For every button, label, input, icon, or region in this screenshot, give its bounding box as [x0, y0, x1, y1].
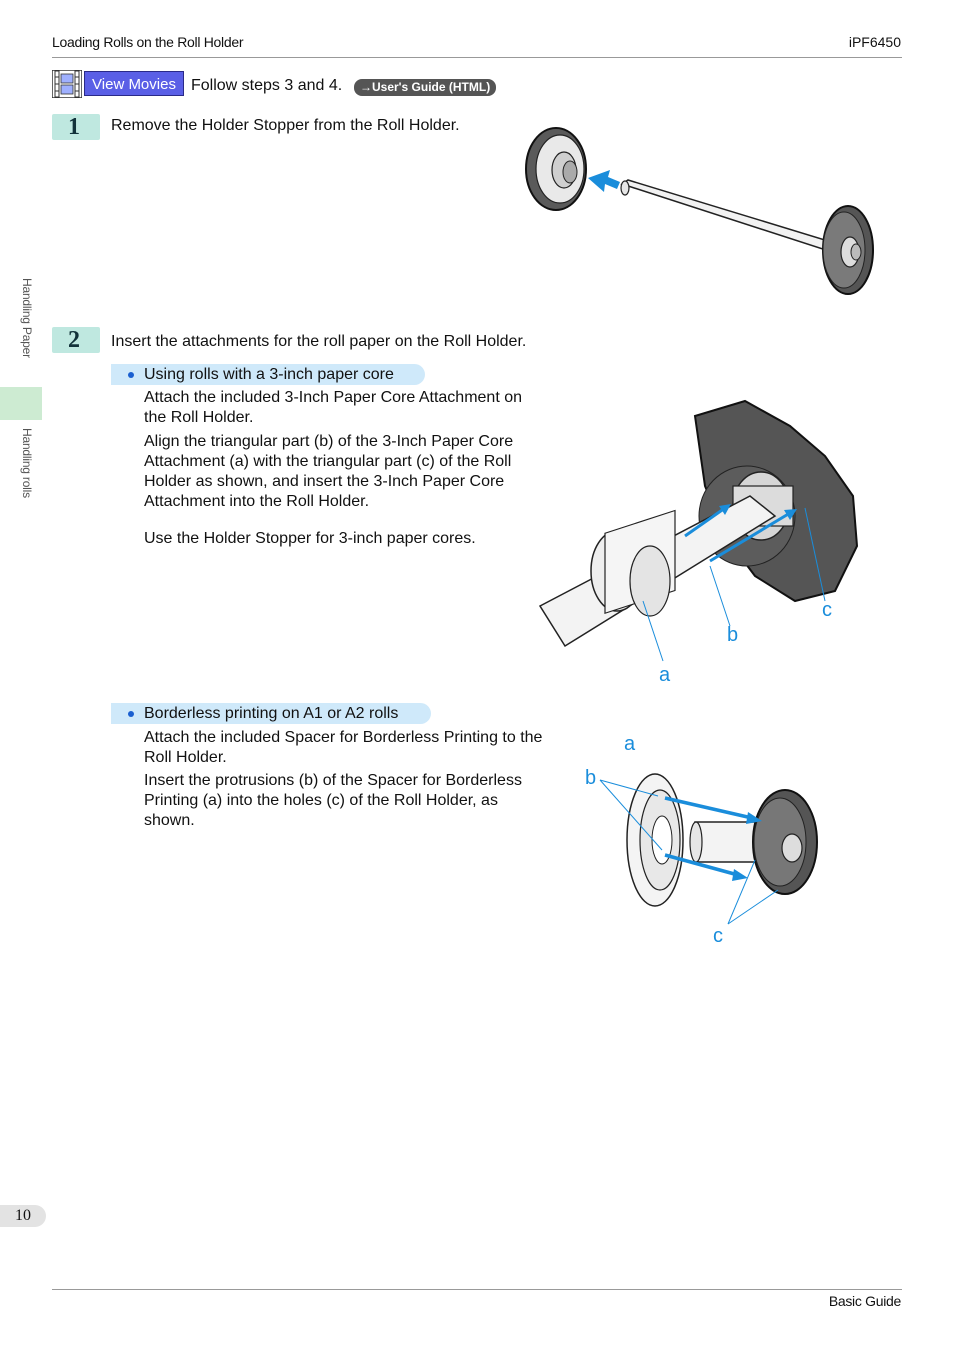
- bullet-3inch-para-1: Attach the included 3-Inch Paper Core Attachment on the Roll Holder.: [144, 389, 523, 426]
- users-guide-link[interactable]: →User's Guide (HTML): [354, 79, 496, 96]
- footer-guide-name: Basic Guide: [828, 1293, 901, 1309]
- sidebar-chapter: Handling Paper: [20, 278, 34, 358]
- page-number: 10: [0, 1205, 46, 1227]
- header-divider: [52, 57, 902, 58]
- running-header-model: iPF6450: [848, 34, 901, 50]
- bullet-borderless-para-1: Attach the included Spacer for Borderless Printing to the Roll Holder.: [144, 729, 543, 766]
- bullet-borderless-para-2: Insert the protrusions (b) of the Spacer for Borderless Printing (a) into the holes (c) of the Roll Holder, as shown.: [144, 772, 522, 829]
- sidebar-tab-marker: [0, 387, 42, 420]
- movie-instruction: Follow steps 3 and 4.: [191, 77, 343, 94]
- step-number-1: 1: [52, 114, 100, 140]
- label-a: a: [624, 733, 636, 755]
- step-1-text: Remove the Holder Stopper from the Roll Holder.: [111, 117, 460, 134]
- step-2-text: Insert the attachments for the roll paper on the Roll Holder.: [111, 333, 527, 350]
- borderless-spacer-illustration: [580, 730, 825, 950]
- label-a: a: [659, 664, 671, 686]
- bullet-borderless-title: Borderless printing on A1 or A2 rolls: [144, 705, 399, 722]
- label-b: b: [727, 624, 739, 646]
- sidebar-subsection: Handling rolls: [20, 428, 34, 498]
- bullet-dot-icon: [128, 372, 134, 378]
- step-number-2: 2: [52, 327, 100, 353]
- remove-holder-stopper-illustration: [520, 122, 880, 300]
- bullet-3inch-para-2: Align the triangular part (b) of the 3-Inch Paper Core Attachment (a) with the triangular part (c) of the Roll Holder as shown, and insert the 3-Inch Paper Core Attachment into the Roll Holder.: [144, 433, 514, 510]
- bullet-3inch-para-3: Use the Holder Stopper for 3-inch paper cores.: [144, 530, 476, 547]
- film-icon[interactable]: [52, 70, 82, 98]
- label-c: c: [713, 925, 723, 947]
- label-c: c: [822, 599, 832, 621]
- bullet-borderless: [111, 703, 431, 724]
- view-movies-button[interactable]: View Movies: [84, 71, 184, 96]
- bullet-3inch-core-title: Using rolls with a 3-inch paper core: [144, 366, 394, 383]
- bullet-3inch-core: [111, 364, 425, 385]
- bullet-dot-icon: [128, 711, 134, 717]
- 3inch-core-attachment-illustration: [535, 396, 865, 696]
- footer-divider: [52, 1289, 902, 1290]
- label-b: b: [585, 767, 597, 789]
- running-header-section: Loading Rolls on the Roll Holder: [52, 34, 244, 50]
